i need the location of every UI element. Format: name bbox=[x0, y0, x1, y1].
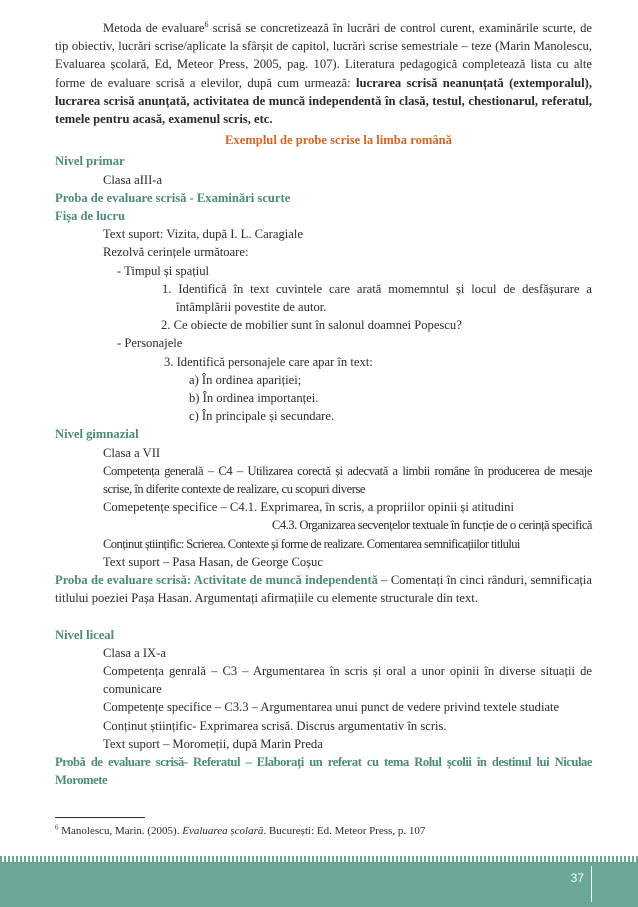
liceal-proba: Probă de evaluare scrisă- Referatul – Elaborați un referat cu tema Rolul școlii în destinul lui Niculae Moromete bbox=[55, 754, 592, 788]
gimnazial-specifice: Comepetențe specifice – C4.1. Exprimarea, în scris, a propriilor opinii și atitudini bbox=[103, 500, 514, 515]
primar-question-1: 1. Identifică în text cuvintele care arată momemntul și locul de desfășurare a întâmplării povestite de autor. bbox=[162, 281, 592, 315]
gimnazial-proba-text: – Comentați în cinci rânduri, semnificația titlului poeziei Pașa Hasan. Argumentați afirmațiile cu elemente structurale din text. bbox=[55, 573, 592, 606]
primar-clasa: Clasa aIII-a bbox=[103, 172, 163, 187]
liceal-clasa: Clasa a IX-a bbox=[103, 645, 166, 660]
gimnazial-continut: Conținut științific: Scrierea. Contexte și forme de realizare. Comentarea semnificațiilor titlului bbox=[103, 536, 520, 551]
footnote-text-a: Manolescu, Marin. (2005). bbox=[58, 825, 183, 837]
heading-nivel-liceal: Nivel liceal bbox=[55, 627, 115, 642]
primar-question-3b: b) În ordinea importanței. bbox=[189, 391, 319, 406]
gimnazial-proba-label: Proba de evaluare scrisă: Activitate de muncă independentă bbox=[55, 573, 378, 588]
intro-text-body: scrisă se concretizează în lucrări de control curent, examinările scurte, de tip obiectiv, lucrări scrise/aplicate la sfârșit de capitol, lucrări scrise semestriale – teze (Marin Manolescu, Evaluarea școlară, Ed, Meteor Press, 2005, pag. 107). Literatura pedagogică completează lista cu alte forme de evaluare scrisă a elevilor, după cum urmează: bbox=[55, 21, 592, 90]
page-number-divider bbox=[591, 866, 592, 902]
primar-question-3: 3. Identifică personajele care apar în text: bbox=[164, 354, 373, 369]
heading-nivel-gimnazial: Nivel gimnazial bbox=[55, 427, 139, 442]
footnote-ref: 6 bbox=[204, 19, 209, 29]
gimnazial-text-suport: Text suport – Pasa Hasan, de George Coșuc bbox=[103, 554, 323, 569]
liceal-competenta: Competența genrală – C3 – Argumentarea în scris și oral a unor opinii în diverse situații de comunicare bbox=[103, 663, 592, 697]
footnote-text-b: . București: Ed. Meteor Press, p. 107 bbox=[263, 825, 426, 837]
intro-paragraph bbox=[55, 19, 592, 128]
primar-question-3a: a) În ordinea apariției; bbox=[189, 372, 302, 387]
heading-nivel-primar: Nivel primar bbox=[55, 154, 125, 169]
footer-band bbox=[0, 862, 638, 907]
liceal-text-suport: Text suport – Moromeții, după Marin Preda bbox=[103, 736, 323, 751]
primar-text-suport: Text suport: Vizita, după I. L. Caragiale bbox=[103, 227, 303, 242]
footnote-title: Evaluarea școlară bbox=[182, 825, 264, 837]
primar-timpul: - Timpul și spațiul bbox=[117, 263, 210, 278]
gimnazial-proba bbox=[55, 571, 592, 607]
liceal-specifice: Competențe specifice – C3.3 – Argumentarea unui punct de vedere privind textele studiate bbox=[103, 700, 560, 715]
footnote-rule bbox=[55, 817, 145, 818]
primar-question-3c: c) În principale și secundare. bbox=[189, 409, 335, 424]
gimnazial-competenta: Competența generală – C4 – Utilizarea corectă și adecvată a limbii române în producerea de mesaje scrise, în diferite contexte de realizare, cu scopuri diverse bbox=[103, 463, 592, 497]
footnote-number: 6 bbox=[55, 823, 59, 832]
primar-rezolva: Rezolvă cerințele următoare: bbox=[103, 245, 249, 260]
page-number: 37 bbox=[570, 871, 584, 885]
primar-question-2: 2. Ce obiecte de mobilier sunt în salonul doamnei Popescu? bbox=[161, 318, 462, 333]
spacer bbox=[55, 608, 592, 626]
gimnazial-clasa: Clasa a VII bbox=[103, 445, 161, 460]
primar-personajele: - Personajele bbox=[117, 336, 183, 351]
gimnazial-c43: C4.3. Organizarea secvențelor textuale în funcție de o cerință specifică bbox=[271, 518, 592, 533]
intro-text-bold: lucrarea scrisă neanunțată (extemporalul), lucrarea scrisă anunțată, activitatea de muncă independentă în clasă, testul, chestionarul, referatul, temele pentru acasă, examenul scris, etc. bbox=[55, 75, 592, 127]
liceal-continut: Conținut științific- Exprimarea scrisă. Discrus argumentativ în scris. bbox=[103, 718, 447, 733]
primar-fisa: Fișa de lucru bbox=[55, 209, 125, 224]
primar-proba: Proba de evaluare scrisă - Examinări scurte bbox=[55, 190, 291, 205]
section-title: Exemplul de probe scrise la limba română bbox=[225, 133, 452, 148]
intro-text-start: Metoda de evaluare bbox=[103, 21, 205, 35]
footnote bbox=[55, 824, 595, 838]
page-body bbox=[55, 19, 592, 789]
